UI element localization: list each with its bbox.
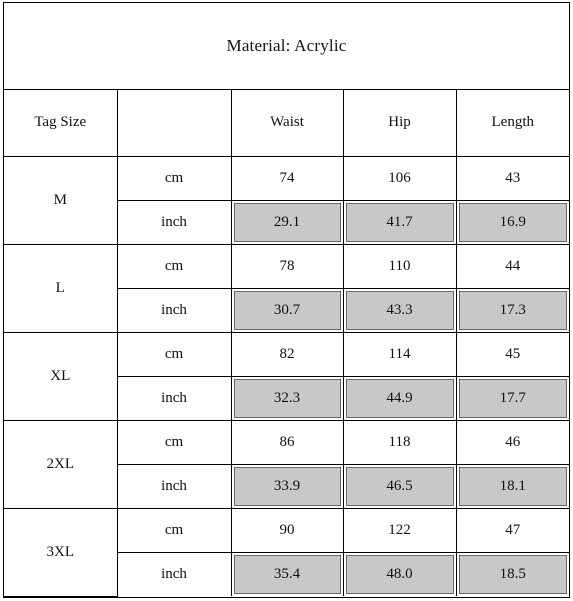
unit-label: cm (117, 244, 231, 288)
hip-cm: 106 (343, 156, 456, 200)
hip-cm: 122 (343, 508, 456, 552)
length-inch: 17.7 (456, 376, 569, 420)
header-row (4, 89, 569, 156)
waist-cm: 78 (231, 244, 343, 288)
length-cm: 44 (456, 244, 569, 288)
waist-inch: 33.9 (231, 464, 343, 508)
hip-inch: 46.5 (343, 464, 456, 508)
table-row (4, 332, 569, 376)
length-inch: 18.1 (456, 464, 569, 508)
unit-label: cm (117, 420, 231, 464)
length-inch: 17.3 (456, 288, 569, 332)
waist-inch: 29.1 (231, 200, 343, 244)
length-cm: 47 (456, 508, 569, 552)
unit-label: cm (117, 156, 231, 200)
hip-cm: 110 (343, 244, 456, 288)
header-tag-size: Tag Size (4, 89, 117, 156)
length-cm: 45 (456, 332, 569, 376)
size-label: 3XL (4, 508, 117, 596)
unit-label: inch (117, 552, 231, 596)
hip-inch: 48.0 (343, 552, 456, 596)
size-label: M (4, 156, 117, 244)
unit-label: inch (117, 464, 231, 508)
header-hip: Hip (343, 89, 456, 156)
unit-label: cm (117, 332, 231, 376)
waist-cm: 86 (231, 420, 343, 464)
hip-cm: 114 (343, 332, 456, 376)
hip-cm: 118 (343, 420, 456, 464)
table-row (4, 156, 569, 200)
waist-cm: 74 (231, 156, 343, 200)
length-cm: 43 (456, 156, 569, 200)
size-table (4, 89, 569, 597)
material-title: Material: Acrylic (4, 3, 569, 90)
table-row (4, 244, 569, 288)
hip-inch: 44.9 (343, 376, 456, 420)
size-label: XL (4, 332, 117, 420)
table-row (4, 508, 569, 552)
hip-inch: 41.7 (343, 200, 456, 244)
length-cm: 46 (456, 420, 569, 464)
header-length: Length (456, 89, 569, 156)
unit-label: inch (117, 288, 231, 332)
table-row (4, 420, 569, 464)
header-unit (117, 89, 231, 156)
size-label: L (4, 244, 117, 332)
waist-inch: 32.3 (231, 376, 343, 420)
waist-cm: 82 (231, 332, 343, 376)
waist-inch: 30.7 (231, 288, 343, 332)
size-label: 2XL (4, 420, 117, 508)
length-inch: 18.5 (456, 552, 569, 596)
unit-label: cm (117, 508, 231, 552)
waist-cm: 90 (231, 508, 343, 552)
length-inch: 16.9 (456, 200, 569, 244)
size-chart (3, 2, 570, 598)
unit-label: inch (117, 376, 231, 420)
header-waist: Waist (231, 89, 343, 156)
waist-inch: 35.4 (231, 552, 343, 596)
hip-inch: 43.3 (343, 288, 456, 332)
unit-label: inch (117, 200, 231, 244)
